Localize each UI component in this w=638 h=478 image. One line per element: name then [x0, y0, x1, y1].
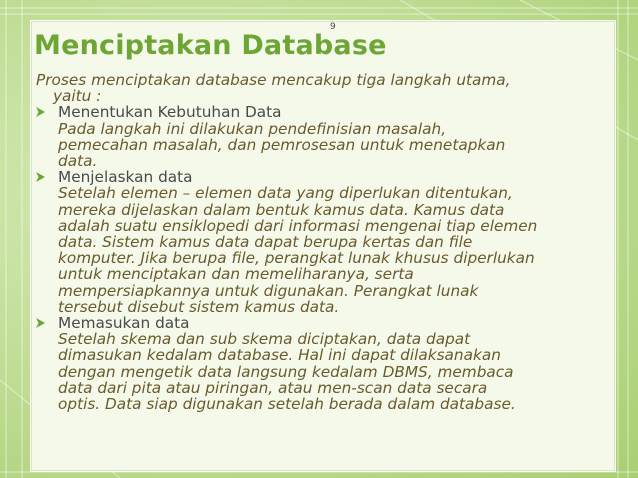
slide-title: Menciptakan Database: [34, 30, 387, 61]
step-desc-line: pemecahan masalah, dan pemrosesan untuk menetapkan: [58, 135, 506, 154]
step-heading: [36, 104, 596, 120]
step-heading: [36, 169, 596, 185]
step-heading-label: Menentukan Kebutuhan Data: [58, 103, 282, 122]
step-desc-line: komputer. Jika berupa file, perangkat lunak khusus diperlukan: [58, 249, 535, 268]
bullet-icon: [36, 172, 45, 182]
step-heading-label: Memasukan data: [58, 314, 190, 333]
step-heading: [36, 315, 596, 331]
bullet-icon: [36, 107, 45, 117]
step-desc-line: optis. Data siap digunakan setelah berada dalam database.: [58, 395, 516, 414]
page-number: 9: [330, 22, 336, 32]
intro-line: yaitu :: [53, 87, 102, 106]
step-desc-line: adalah suatu ensiklopedi dari informasi mengenai tiap elemen: [58, 216, 538, 235]
step-desc-line: dengan mengetik data langsung kedalam DBMS, membaca: [58, 362, 514, 381]
step-desc-line: mempersiapkannya untuk digunakan. Perangkat lunak: [58, 281, 479, 300]
step-desc-line: data.: [58, 152, 98, 171]
slide-body: [36, 72, 596, 412]
bullet-icon: [36, 318, 45, 328]
step-desc-line: mereka dijelaskan dalam bentuk kamus data. Kamus data: [58, 200, 505, 219]
step-desc-line: untuk menciptakan dan memeliharanya, serta: [58, 265, 414, 284]
step-desc-line: dimasukan kedalam database. Hal ini dapat dilaksanakan: [58, 346, 501, 365]
intro-line: Proses menciptakan database mencakup tiga langkah utama,: [36, 71, 511, 89]
step-desc-line: tersebut disebut sistem kamus data.: [58, 297, 340, 316]
step-heading-label: Menjelaskan data: [58, 168, 193, 187]
step-desc-line: Pada langkah ini dilakukan pendefinisian masalah,: [58, 119, 447, 138]
step-desc-line: Setelah skema dan sub skema diciptakan, data dapat: [58, 330, 471, 349]
step-desc-line: Setelah elemen – elemen data yang diperlukan ditentukan,: [58, 184, 513, 203]
step-desc-line: data. Sistem kamus data dapat berupa kertas dan file: [58, 233, 473, 252]
step-desc-line: data dari pita atau piringan, atau men-scan data secara: [58, 378, 488, 397]
